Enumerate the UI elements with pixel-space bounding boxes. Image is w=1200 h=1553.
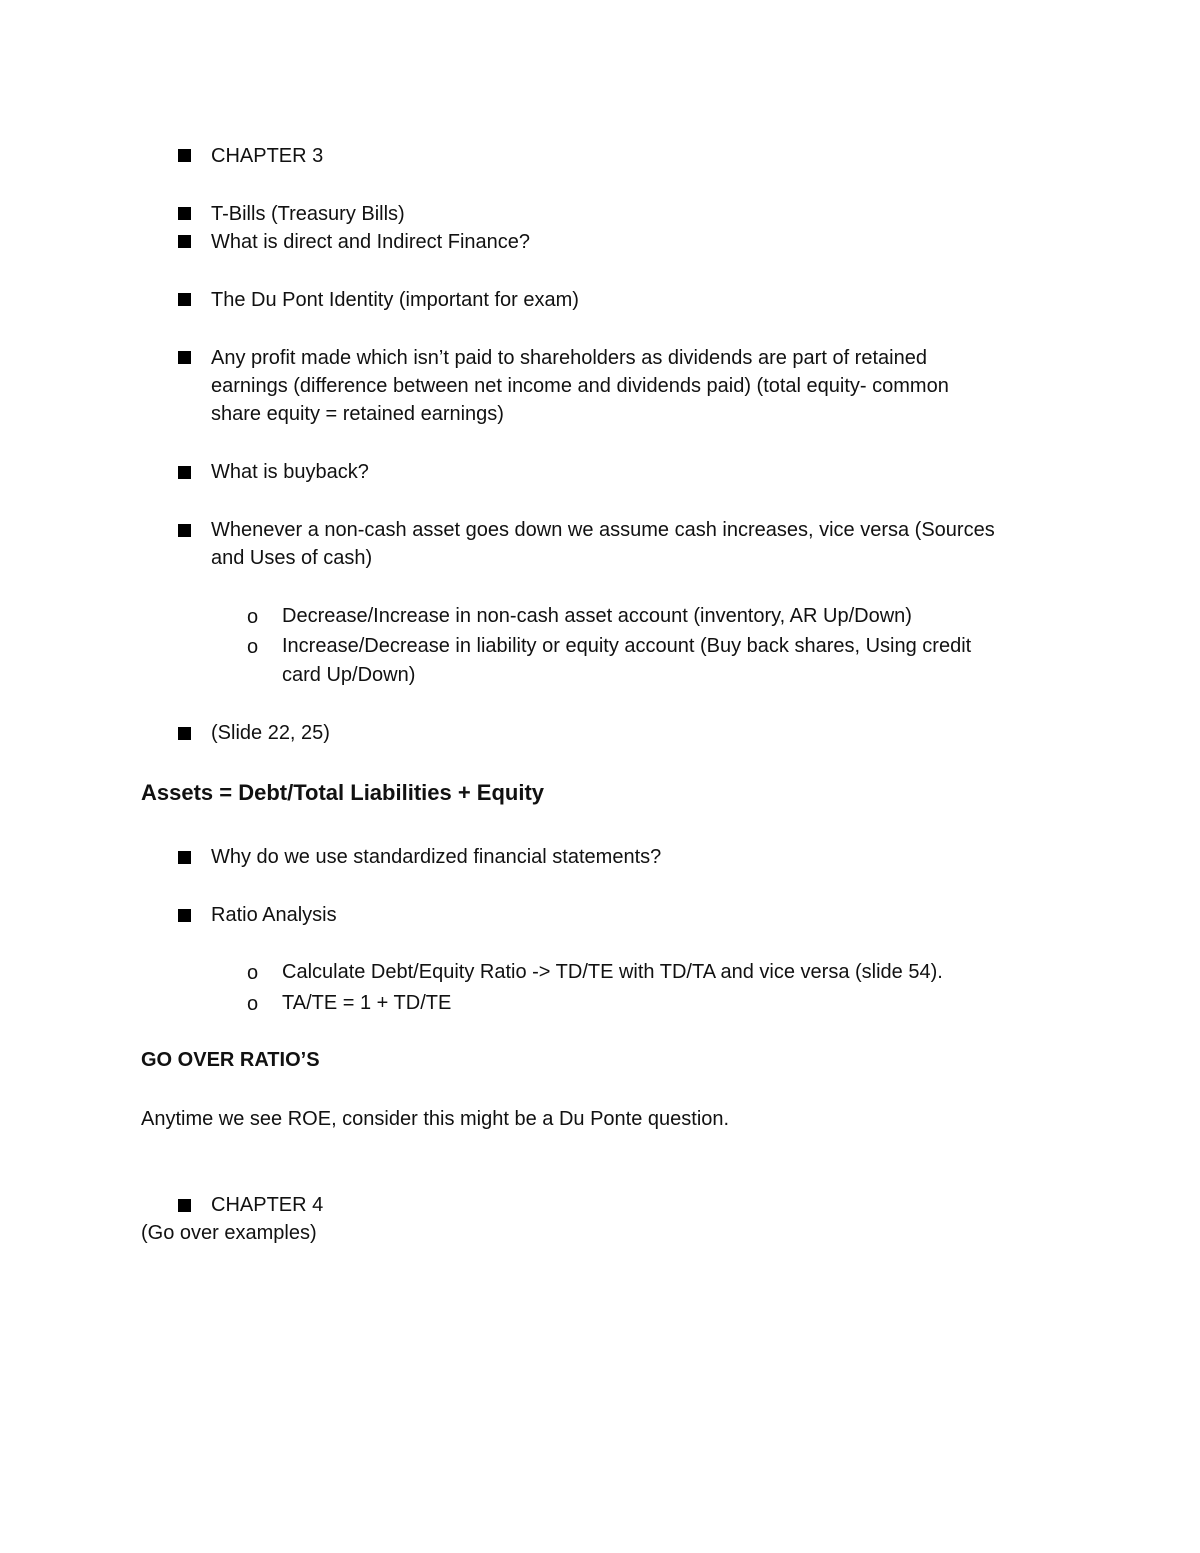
list-item-buyback: What is buyback? [211,461,369,483]
equation-heading: Assets = Debt/Total Liabilities + Equity [141,780,545,805]
square-bullet-icon [178,466,191,479]
chapter-4-note: (Go over examples) [141,1222,317,1244]
sub-item-increase-decrease-line-1: Increase/Decrease in liability or equity account (Buy back shares, Using credit [282,635,972,657]
list-item-chapter-4: CHAPTER 4 [211,1194,324,1216]
square-bullet-icon [178,727,191,740]
sub-item-increase-decrease-line-2: card Up/Down) [282,664,416,686]
square-bullet-icon [178,293,191,306]
square-bullet-icon [178,1199,191,1212]
round-bullet-icon: o [247,636,259,658]
list-item-sources-uses-line-1: Whenever a non-cash asset goes down we assume cash increases, vice versa (Sources [211,519,995,541]
list-item-ratio-analysis: Ratio Analysis [211,904,337,926]
square-bullet-icon [178,351,191,364]
round-bullet-icon: o [247,962,259,984]
sub-item-decrease-increase: Decrease/Increase in non-cash asset account (inventory, AR Up/Down) [282,605,912,627]
list-item-retained-earnings-line-1: Any profit made which isn’t paid to shareholders as dividends are part of retained [211,347,927,369]
roe-note: Anytime we see ROE, consider this might be a Du Ponte question. [141,1108,730,1130]
list-item-tbills: T-Bills (Treasury Bills) [211,203,405,225]
list-item-sources-uses-line-2: and Uses of cash) [211,547,373,569]
square-bullet-icon [178,207,191,220]
go-over-ratios-heading: GO OVER RATIO’S [141,1049,320,1071]
round-bullet-icon: o [247,606,259,628]
list-item-standardized-statements: Why do we use standardized financial statements? [211,846,662,868]
sub-item-debt-equity-ratio: Calculate Debt/Equity Ratio -> TD/TE with TD/TA and vice versa (slide 54). [282,961,943,983]
list-item-chapter-3: CHAPTER 3 [211,145,324,167]
round-bullet-icon: o [247,993,259,1015]
list-item-du-pont-identity: The Du Pont Identity (important for exam) [211,289,579,311]
square-bullet-icon [178,235,191,248]
list-item-retained-earnings-line-2: earnings (difference between net income and dividends paid) (total equity- common [211,375,949,397]
square-bullet-icon [178,851,191,864]
square-bullet-icon [178,149,191,162]
square-bullet-icon [178,909,191,922]
list-item-slide-reference: (Slide 22, 25) [211,722,330,744]
list-item-direct-indirect-finance: What is direct and Indirect Finance? [211,231,531,253]
list-item-retained-earnings-line-3: share equity = retained earnings) [211,403,504,425]
sub-item-ta-te: TA/TE = 1 + TD/TE [282,992,452,1014]
square-bullet-icon [178,524,191,537]
